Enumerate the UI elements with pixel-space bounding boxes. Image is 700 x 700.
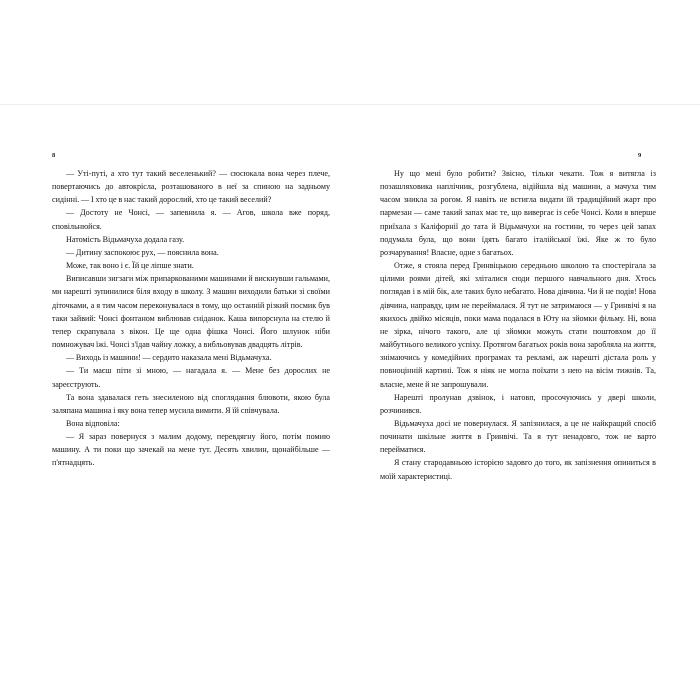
page-number-right: 9 <box>638 152 642 159</box>
paragraph: Натомість Відьмачуха додала газу. <box>66 234 185 244</box>
paragraph: Нарешті пролунав дзвінок, і натовп, просочуючись у двері школи, розчинився. <box>380 392 656 415</box>
paragraph: Вона відповіла: <box>66 418 120 428</box>
paragraph: Та вона здавалася геть знесиленою від споглядання блювоти, якою була заляпана машина і яку вона тепер мусила вимити. Я їй співчувала. <box>52 392 330 415</box>
paragraph: — Я зараз повернуся з малим додому, перевдягну його, потім помию машину. А ти поки що зачекай на мене тут. Десять хвилин, щонайбільше — п'ятнадцять. <box>52 432 330 468</box>
paragraph: Ну що мені було робити? Звісно, тільки чекати. Тож я витягла із позашляховика наплічник, розгублена, відійшла від машини, а мачуха тим часом зникла за рогом. Я навіть не встигла видати їй традиційний жарт про пармезан — саме такий запах має те, що вивергає із себе Чонсі. Коли я вперше приїхала з Каліфорнії до тата й Відьмачухи на гостини, то через цей запах подумала була, що вони їдять багато італійської їжі. Яке ж то було розчарування! Власне, одне з багатьох. <box>380 169 656 257</box>
book-spread <box>0 105 700 595</box>
page-right <box>350 105 700 595</box>
paragraph: — Виходь із машини! — сердито наказала мені Відьмачуха. <box>66 353 272 363</box>
paragraph: — Уті-путі, а хто тут такий веселенький? — сюсюкала вона через плече, повертаючись до автокрісла, розташованого в неї за спиною на задньому сидінні. — І хто це в нас такий дорослий, хто це такий веселий? <box>52 169 330 205</box>
text-block-left <box>52 167 330 470</box>
paragraph: Я стану стародавньою історією задовго до того, як запізнення опиниться в моїй характеристиці. <box>380 458 656 481</box>
paragraph: Відьмачуха досі не повернулася. Я запізнилася, а це не найкращий спосіб починати шкільне життя в Гринвічі. Та я тут ненадовго, тож не варто перейматися. <box>380 418 656 455</box>
paragraph: — Ти маєш піти зі мною, — нагадала я. — Мене без дорослих не зареєструють. <box>52 366 330 389</box>
page-left <box>0 105 350 595</box>
paragraph: Отже, я стояла перед Гринвіцькою середньою школою та спостерігала за цілими роями дітей, які зліталися сюди першого навчального дня. Хтось поглядав і в мій бік, але таких було небагато. Нова дівчина. Чи й не подія! Нова дівчина, направду, цим не переймалася. Я тут не затримаюся — у Гринвічі я на якихось двійко місяців, поки мама подалася в Юту на зйомки фільму. Ні, вона не зірка, нічого такого, але ці зйомки можуть стати поштовхом до її майбутнього великого успіху. Протягом багатьох років вона заробляла на життя, знімаючись у комедійних програмах та рекламі, аж нарешті дістала роль у повноцінній картині. Тож я ніяк не могла поїхати з нею на вісім тижнів. Та, власне, мене й не запрошували. <box>380 261 656 389</box>
text-block-right <box>380 167 656 483</box>
paragraph: Виписавши зигзаги між припаркованими машинами й вискнувши гальмами, ми нарешті зупинилися біля входу в школу. З машин виходили батьки зі своїми діточками, а я тим часом переконувалася в тому, що останній різкий посмик був таки зайвий: Чонсі фонтаном виблював сніданок. Каша випорснула на стелю й тепер скрапувала з вікон. Це ще одна фішка Чонсі. Його шлунок ніби помножувач їжі. Чонсі з'їдав чайну ложку, а вибльовував двадцять літрів. <box>52 274 330 350</box>
paragraph: Може, так воно і є. Їй це ліпше знати. <box>66 261 194 271</box>
paragraph: — Достоту не Чонсі, — запевнила я. — Агов, школа вже поряд, сповільнюйся. <box>52 208 330 231</box>
paragraph: — Дитину заспокоює рух, — пояснила вона. <box>66 247 219 257</box>
page-number-left: 8 <box>52 152 56 159</box>
